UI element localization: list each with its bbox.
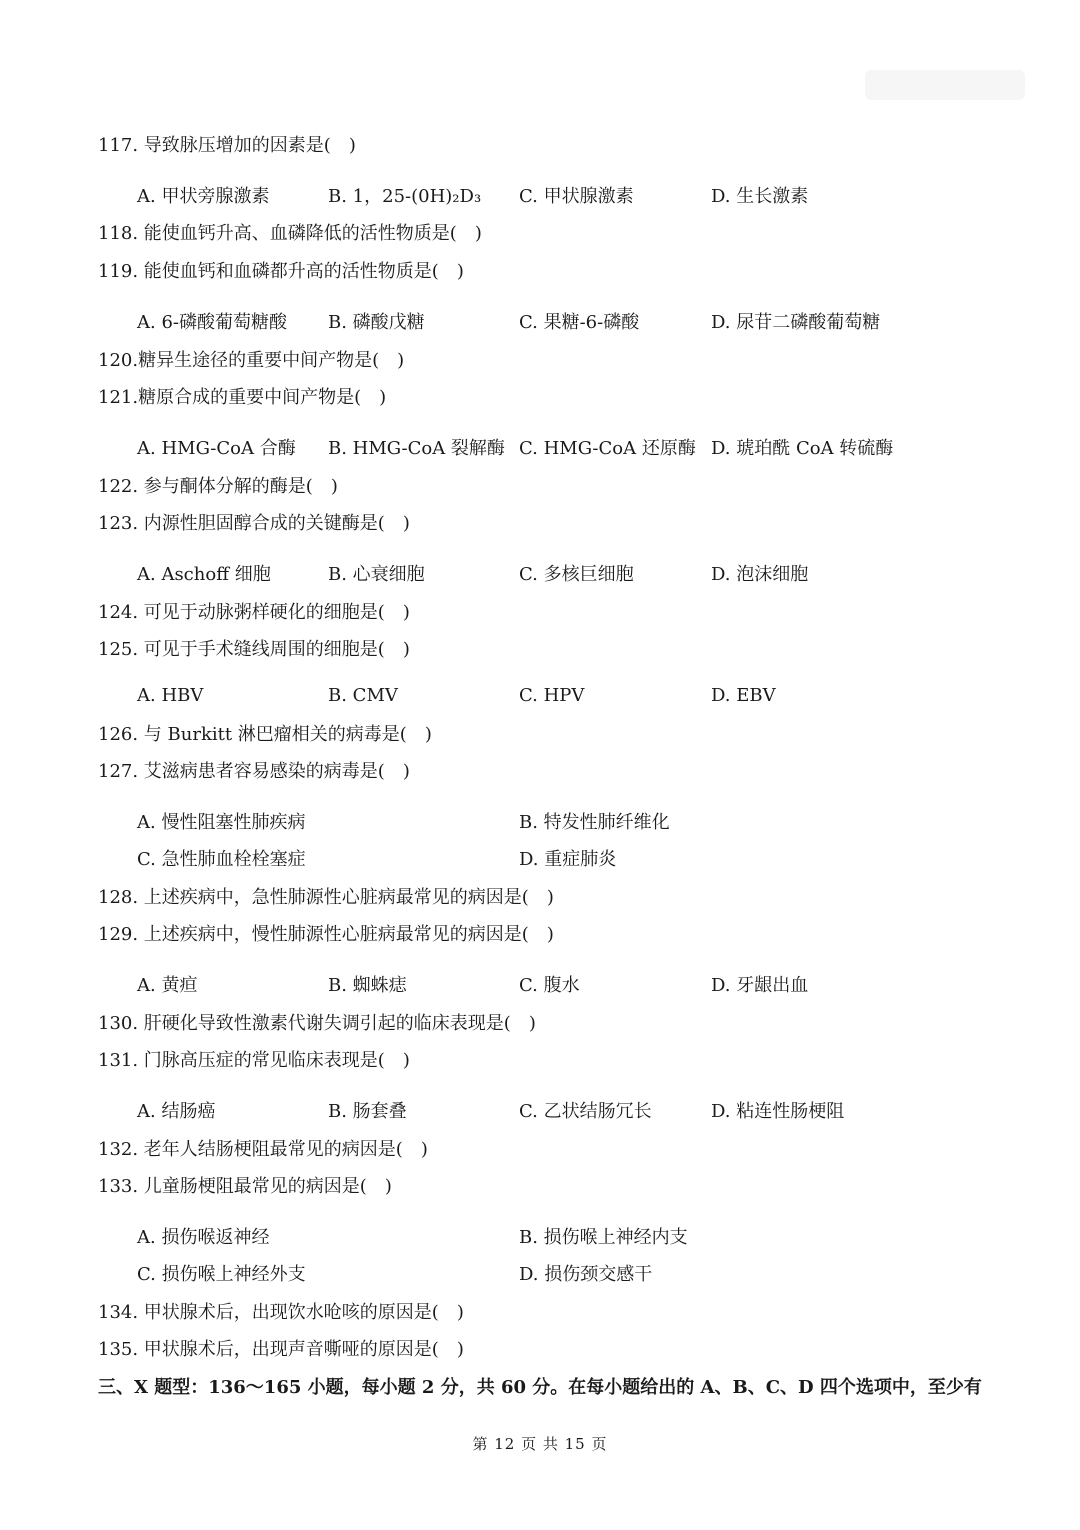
answer-option: B. 1，25-(0H)₂D₃ — [328, 186, 482, 207]
option-row — [0, 1223, 1080, 1247]
answer-option: A. 6-磷酸葡萄糖酸 — [137, 312, 287, 333]
answer-option: C. 腹水 — [519, 975, 580, 996]
answer-option: A. HMG-CoA 合酶 — [137, 438, 296, 459]
question-stem: 129. 上述疾病中，慢性肺源性心脏病最常见的病因是( ) — [98, 924, 554, 945]
answer-option: D. 牙龈出血 — [711, 975, 809, 996]
section-heading: 三、X 题型：136～165 小题，每小题 2 分，共 60 分。在每小题给出的 A、B、C、D 四个选项中，至少有 — [98, 1377, 982, 1398]
answer-option: D. 琥珀酰 CoA 转硫酶 — [711, 438, 894, 459]
page-footer: 第 12 页 共 15 页 — [472, 1435, 608, 1453]
question-stem: 120.糖异生途径的重要中间产物是( ) — [98, 350, 405, 371]
question-stem: 121.糖原合成的重要中间产物是( ) — [98, 387, 387, 408]
answer-option: D. 重症肺炎 — [519, 849, 617, 870]
option-row — [0, 182, 1080, 206]
answer-option: C. 多核巨细胞 — [519, 564, 634, 585]
answer-option: D. 泡沫细胞 — [711, 564, 809, 585]
answer-option: A. Aschoff 细胞 — [137, 564, 271, 585]
answer-option: C. 乙状结肠冗长 — [519, 1101, 652, 1122]
option-row — [0, 1097, 1080, 1121]
answer-option: C. 甲状腺激素 — [519, 186, 634, 207]
answer-option: C. HMG-CoA 还原酶 — [519, 438, 696, 459]
question-stem: 135. 甲状腺术后，出现声音嘶哑的原因是( ) — [98, 1339, 464, 1360]
question-stem: 125. 可见于手术缝线周围的细胞是( ) — [98, 639, 410, 660]
answer-option: A. 甲状旁腺激素 — [137, 186, 270, 207]
question-stem: 118. 能使血钙升高、血磷降低的活性物质是( ) — [98, 223, 482, 244]
question-stem: 133. 儿童肠梗阻最常见的病因是( ) — [98, 1176, 392, 1197]
question-stem: 119. 能使血钙和血磷都升高的活性物质是( ) — [98, 261, 464, 282]
question-stem: 128. 上述疾病中，急性肺源性心脏病最常见的病因是( ) — [98, 887, 554, 908]
answer-option: C. 损伤喉上神经外支 — [137, 1264, 306, 1285]
answer-option: C. HPV — [519, 685, 585, 706]
option-row — [0, 560, 1080, 584]
answer-option: A. 结肠癌 — [137, 1101, 216, 1122]
answer-option: A. 慢性阻塞性肺疾病 — [137, 812, 306, 833]
answer-option: B. 肠套叠 — [328, 1101, 407, 1122]
option-row — [0, 685, 1080, 709]
question-stem: 126. 与 Burkitt 淋巴瘤相关的病毒是( ) — [98, 724, 432, 745]
answer-option: D. 损伤颈交感干 — [519, 1264, 653, 1285]
question-stem: 117. 导致脉压增加的因素是( ) — [98, 135, 356, 156]
question-stem: 122. 参与酮体分解的酶是( ) — [98, 476, 338, 497]
answer-option: D. 生长激素 — [711, 186, 809, 207]
answer-option: C. 急性肺血栓栓塞症 — [137, 849, 306, 870]
option-row — [0, 308, 1080, 332]
answer-option: D. 粘连性肠梗阻 — [711, 1101, 845, 1122]
answer-option: B. CMV — [328, 685, 398, 706]
question-stem: 131. 门脉高压症的常见临床表现是( ) — [98, 1050, 410, 1071]
answer-option: B. 磷酸戊糖 — [328, 312, 425, 333]
question-stem: 134. 甲状腺术后，出现饮水呛咳的原因是( ) — [98, 1302, 464, 1323]
answer-option: D. EBV — [711, 685, 776, 706]
answer-option: A. 黄疸 — [137, 975, 198, 996]
question-stem: 132. 老年人结肠梗阻最常见的病因是( ) — [98, 1139, 428, 1160]
question-stem: 124. 可见于动脉粥样硬化的细胞是( ) — [98, 602, 410, 623]
option-row — [0, 808, 1080, 832]
answer-option: A. 损伤喉返神经 — [137, 1227, 270, 1248]
option-row — [0, 845, 1080, 869]
option-row — [0, 971, 1080, 995]
answer-option: D. 尿苷二磷酸葡萄糖 — [711, 312, 881, 333]
scan-smudge — [865, 70, 1025, 100]
question-stem: 127. 艾滋病患者容易感染的病毒是( ) — [98, 761, 410, 782]
question-stem: 123. 内源性胆固醇合成的关键酶是( ) — [98, 513, 410, 534]
option-row — [0, 1260, 1080, 1284]
question-stem: 130. 肝硬化导致性激素代谢失调引起的临床表现是( ) — [98, 1013, 536, 1034]
answer-option: B. 特发性肺纤维化 — [519, 812, 670, 833]
option-row — [0, 434, 1080, 458]
answer-option: B. HMG-CoA 裂解酶 — [328, 438, 505, 459]
answer-option: B. 心衰细胞 — [328, 564, 425, 585]
answer-option: B. 蜘蛛痣 — [328, 975, 407, 996]
answer-option: C. 果糖-6-磷酸 — [519, 312, 640, 333]
answer-option: B. 损伤喉上神经内支 — [519, 1227, 688, 1248]
answer-option: A. HBV — [137, 685, 204, 706]
